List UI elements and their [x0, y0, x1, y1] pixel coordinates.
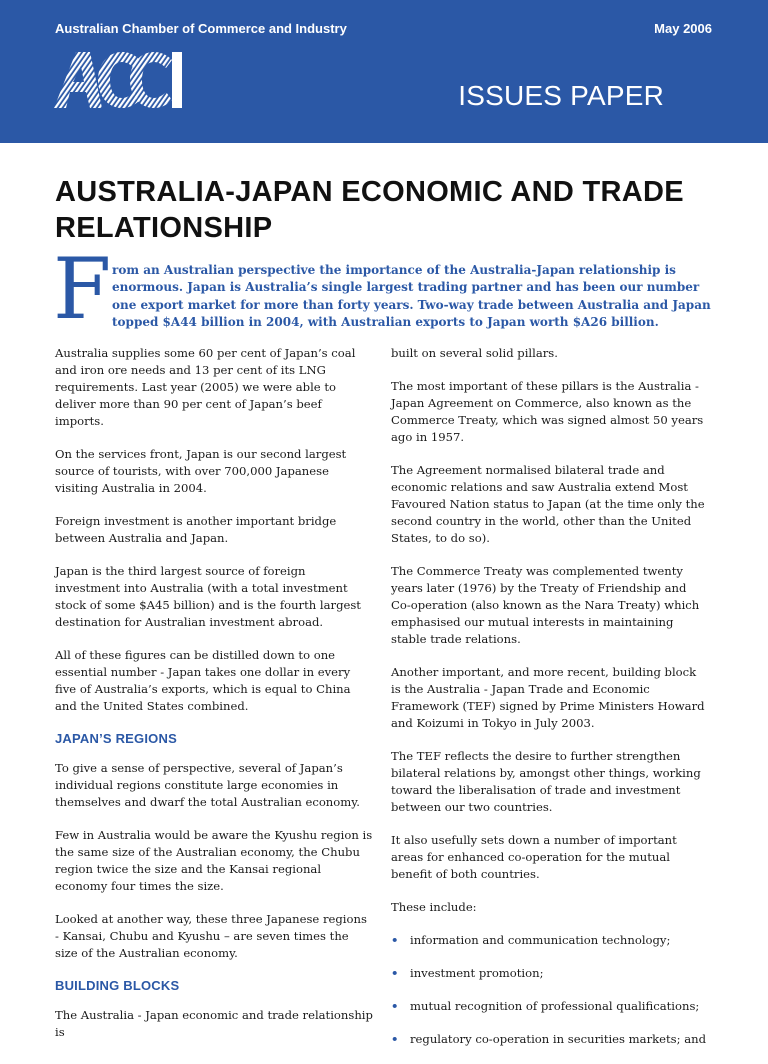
paragraph: All of these figures can be distilled down to one essential number - Japan takes one dollar in every five of Australia’s exports, which is equal to China and the United States combined. [55, 648, 351, 713]
paragraph: These include: [391, 900, 477, 914]
paragraph: Australia supplies some 60 per cent of Japan’s coal and iron ore needs and 13 per cent of its LNG requirements. Last year (2005) we were able to deliver more than 90 per cent of Japan’s beef imports. [55, 346, 356, 428]
paragraph: The TEF reflects the desire to further strengthen bilateral relations by, amongst other things, working toward the liberalisation of trade and investment between our two countries. [391, 749, 701, 814]
paragraph: Few in Australia would be aware the Kyushu region is the same size of the Australian economy, the Chubu region twice the size and the Kansai regional economy four times the size. [55, 828, 373, 893]
paragraph: On the services front, Japan is our second largest source of tourists, with over 700,000 Japanese visiting Australia in 2004. [55, 447, 347, 495]
paragraph: The Australia - Japan economic and trade relationship is [55, 1008, 373, 1039]
acci-logo [54, 52, 182, 108]
paragraph: Another important, and more recent, building block is the Australia - Japan Trade and Economic Framework (TEF) signed by Prime Ministers Howard and Koizumi in Tokyo in July 2003. [391, 665, 705, 730]
document-title: AUSTRALIA-JAPAN ECONOMIC AND TRADE RELATIONSHIP [55, 176, 684, 244]
list-item: • investment promotion; [391, 965, 709, 982]
issues-paper-label: ISSUES PAPER [458, 80, 664, 111]
right-column [391, 345, 709, 1064]
intro-drop-cap: F [53, 240, 112, 338]
paragraph: To give a sense of perspective, several of Japan’s individual regions constitute large economies in themselves and dwarf the total Australian economy. [55, 761, 360, 809]
paragraph: Looked at another way, these three Japanese regions - Kansai, Chubu and Kyushu – are seven times the size of the Australian economy. [55, 912, 367, 960]
paragraph: The Commerce Treaty was complemented twenty years later (1976) by the Treaty of Friendship and Co-operation (also known as the Nara Treaty) which emphasised our mutual interests in maintaining stable trade relations. [391, 564, 700, 646]
paragraph: Japan is the third largest source of foreign investment into Australia (with a total investment stock of some $A45 billion) and is the fourth largest destination for Australian investment abroad. [55, 564, 361, 629]
header-banner [0, 0, 768, 143]
organization-name: Australian Chamber of Commerce and Industry [55, 21, 347, 36]
left-column [55, 345, 373, 1057]
intro-paragraph: rom an Australian perspective the importance of the Australia-Japan relationship is enormous. Japan is Australia’s single largest trading partner and has been our number one export market for more than forty years. Two-way trade between Australia and Japan topped $A44 billion in 2004, with Australian exports to Japan worth $A26 billion. [112, 263, 711, 329]
publication-date: May 2006 [654, 21, 712, 36]
tef-areas-list [391, 932, 709, 1048]
paragraph: It also usefully sets down a number of important areas for enhanced co-operation for the mutual benefit of both countries. [391, 833, 677, 881]
paragraph: The most important of these pillars is the Australia - Japan Agreement on Commerce, also known as the Commerce Treaty, which was signed almost 50 years ago in 1957. [391, 379, 704, 444]
section-heading-building-blocks: BUILDING BLOCKS [55, 978, 180, 993]
list-item: • information and communication technology; [391, 932, 709, 949]
paragraph: built on several solid pillars. [391, 346, 558, 360]
paragraph: Foreign investment is another important bridge between Australia and Japan. [55, 514, 337, 545]
section-heading-regions: JAPAN’S REGIONS [55, 731, 177, 746]
list-item: • mutual recognition of professional qualifications; [391, 998, 709, 1015]
list-item: • regulatory co-operation in securities markets; and [391, 1031, 709, 1048]
paragraph: The Agreement normalised bilateral trade and economic relations and saw Australia extend Most Favoured Nation status to Japan (at the time only the second country in the world, other than the United States, to do so). [391, 463, 705, 545]
